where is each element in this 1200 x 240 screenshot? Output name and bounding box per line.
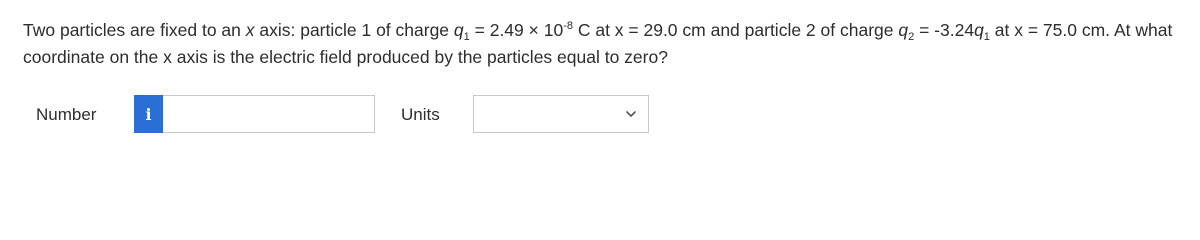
question-fragment: C at x = 29.0 cm and particle 2 of charge <box>572 20 899 40</box>
number-label: Number <box>36 105 97 124</box>
subscript: 1 <box>983 31 990 43</box>
variable-q: q <box>898 20 909 40</box>
number-input[interactable] <box>163 95 375 133</box>
units-dropdown[interactable] <box>473 95 649 133</box>
variable-q: q <box>974 20 984 40</box>
answer-row <box>0 95 1200 134</box>
question-fragment: = -3.24 <box>914 20 975 40</box>
subscript: 1 <box>463 31 470 43</box>
question-fragment: at x = 75.0 cm. At what coordinate on the x axis is the electric field produced by the particles equal to zero? <box>23 20 1173 67</box>
info-icon[interactable]: i <box>134 95 163 133</box>
exponent: -8 <box>563 20 573 32</box>
variable-x: x <box>245 20 255 40</box>
question-fragment: Two particles are fixed to an <box>23 20 246 40</box>
variable-q: q <box>453 20 464 40</box>
units-label: Units <box>401 105 440 124</box>
question-fragment: = 2.49 × 10 <box>469 20 564 40</box>
chevron-down-icon <box>626 110 636 118</box>
subscript: 2 <box>908 31 915 43</box>
question-fragment: axis: particle 1 of charge <box>254 20 454 40</box>
question-text <box>23 17 1188 71</box>
